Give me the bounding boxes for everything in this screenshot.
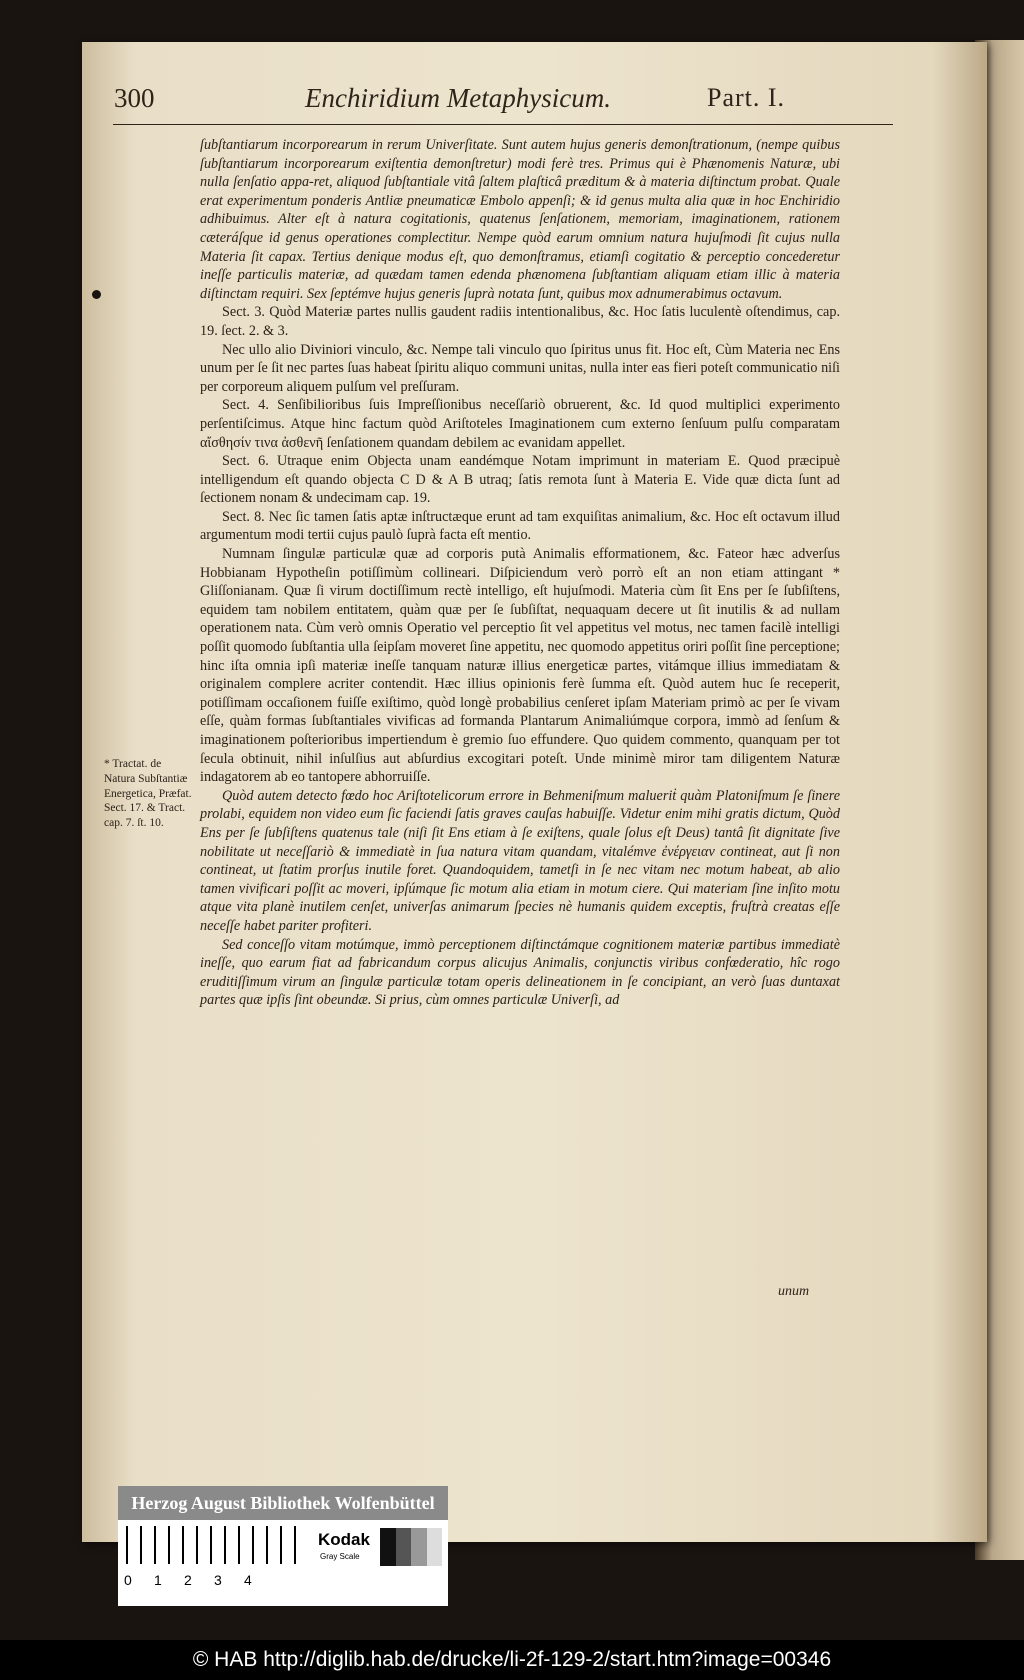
scale-mark: 1: [154, 1572, 162, 1588]
kodak-subtitle: Gray Scale: [320, 1552, 360, 1561]
paragraph: Nec ullo alio Diviniori vinculo, &c. Nempe tali vinculo quo ſpiritus unus fit. Hoc eſt, Cùm Materia nec Ens unum per ſe ſit nec partes ſuas habeat ſpiritu aliquo communi unitas, nulla inter eas fieri poteſt communicatio niſi per corporeum aliquem pulſum vel preſſuram.: [200, 341, 840, 395]
margin-note: * Tractat. de Natura Subſtantiæ Energetica, Præfat. Sect. 17. & Tract. cap. 7. ſt. 10.: [104, 758, 192, 830]
paragraph: Sect. 4. Senſibilioribus ſuis Impreſſionibus neceſſariò obruerent, &c. Id quod multiplici experimento perſentiſcimus. Atque hinc factum quòd Ariſtoteles Imaginationem cum externo ſenſuum pulſu comparatam αἴσθησίν τινα ἀσθενῆ ſenſationem quandam debilem ac evanidam appellet.: [200, 397, 840, 451]
catchword: unum: [778, 1284, 810, 1299]
page-number: 300: [114, 83, 155, 113]
scale-mark: 2: [184, 1572, 192, 1588]
body-text: [200, 136, 840, 1010]
paragraph: Sect. 3. Quòd Materiæ partes nullis gaudent radiis intentionalibus, &c. Hoc ſatis luculentè oſtendimus, cap. 19. ſect. 2. & 3.: [200, 304, 840, 339]
kodak-logo: Kodak: [318, 1530, 370, 1549]
scale-mark: 4: [244, 1572, 252, 1588]
scale-mark: 3: [214, 1572, 222, 1588]
scale-ruler: [124, 1572, 274, 1588]
ink-spot: [92, 290, 101, 299]
paragraph: Numnam ſingulæ particulæ quæ ad corporis putà Animalis efformationem, &c. Fateor hæc adverſus Hobbianam Hypotheſin potiſſimùm collineari. Diſpiciendum verò porrò eſt an non etiam attingant * Gliſſonianam. Quæ ſi virum doctiſſimum rectè intelligo, eſt hujuſmodi. Materia cùm ſit Ens per ſe ſubſiſtens, equidem tam nobilem entitatem, quàm quæ per ſe ſubſiſtat, nequaquam decere ut ſit inutilis & ad nullam operationem nata. Cùm verò omnis Operatio vel perceptio ſit vel appetitus vel motus, nec tamen facilè intelligi poſſit quomodo ſubſtantia ulla ſeipſam moveret ſine appetitu, nec quomodo appetitus oriri poſſit ſine perceptione; hinc iſta omnia ipſi materiæ ineſſe tanquam naturæ illius energeticæ partes, vitámque illius immediatam & originalem complere acriter contendit. Hæc illius opinionis ferè ſumma eſt. Quòd autem huc ſe receperit, potiſſimam occaſionem fuiſſe exiſtimo, quòd longè probabilius cenſeret ipſam Materiam primò ac per ſe vivam eſſe, quàm formas ſubſtantiales vivificas ad formanda Plantarum Animaliúmque corpora, immò ad ſenſum & imaginationem poſterioribus impertiendum è gremio ſuo effundere. Quo quidem commento, quanquam per tot ſecula obtinuit, nihil inſulſius aut abſurdius excogitari poteſt. Unde minimè miror tam diligentem Naturæ indagatorem ab eo tantopere abhorruiſſe.: [200, 546, 840, 786]
part-label: Part. I.: [707, 83, 786, 112]
paragraph: Quòd autem detecto fœdo hoc Ariſtotelicorum errore in Behmeniſmum malueriṫ quàm Platoniſmum ſe ſinere prolabi, equidem non video eum ſic faciendi ſatis graves cauſas habuiſſe. Videtur enim mihi gratis dictum, Quòd Ens per ſe ſubſiſtens quatenus tale (niſi ſit Ens etiam à ſe exiſtens, quale ſolus eſt Deus) tantâ ſit dignitate ſive nobilitate ut neceſſariò & immediatè in ſua natura vitam quandam, vitalémve ἐνέργειαν contineat, aut ſi non contineat, ut ſtatim prorſus inutile foret. Quandoquidem, tametſi in ſe nec vitam nec motum habeat, ab alio tamen vivificari poſſit ac moveri, ipſúmque ſic motum alia etiam in motum ciere. Qui materiam ſine inſito motu atque vita planè inutilem cenſet, univerſas animarum ſpecies nè humanis quidem exceptis, fruſtrà creatas eſſe neceſſe habet pariter profiteri.: [200, 787, 840, 934]
gray-scale-wedge: [126, 1526, 296, 1564]
library-color-card: [118, 1486, 448, 1606]
scale-mark: 0: [124, 1572, 132, 1588]
paragraph: ſubſtantiarum incorporearum in rerum Univerſitate. Sunt autem hujus generis demonſtrationum, (nempe quibus ſubſtantiarum incorporearum exiſtentia demonſtretur) modi ferè tres. Primus qui è Phænomenis Naturæ, ubi nulla ſenſatio appa-ret, aliquod ſubſtantiale vitâ ſaltem plaſticâ præditum & à materia diſtinctum probat. Quale erat experimentum ponderis Antliæ pneumaticæ Embolo appenſi; & id genus multa alia quæ in hoc Enchiridio adhibuimus. Alter eſt à natura cogitationis, quatenus ſenſationem, memoriam, imaginationem, rationem cæteráſque id genus operationes complectitur. Nempe quòd earum omnium natura hujuſmodi ſit cujus nulla Materia ſit capax. Tertius denique modus eſt, quo demonſtramus, etiamſi cogitatio & perceptio concederetur ineſſe particulis materiæ, ad quædam tamen edenda phænomena ſubſtantiam aliquam etiam illic à materia diſtinctam requiri. Sex ſeptémve hujus generis ſuprà notata ſunt, quibus mox adnumerabimus octavum.: [200, 137, 840, 302]
paragraph: Sect. 6. Utraque enim Objecta unam eandémque Notam imprimunt in materiam E. Quod præcipuè intelligendum eſt quando objecta C D & A B utraq; ſatis remota ſunt à Materia E. Vide quæ dicta ſunt ad ſectionem nonam & undecimam cap. 19.: [200, 453, 840, 507]
running-title: Enchiridium Metaphysicum.: [305, 83, 611, 113]
gray-patches: [380, 1528, 442, 1566]
copyright-footer: © HAB http://diglib.hab.de/drucke/li-2f-129-2/start.htm?image=00346: [0, 1640, 1024, 1680]
paragraph: Sed conceſſo vitam motúmque, immò perceptionem diſtinctámque cognitionem materiæ partibus immediatè ineſſe, quo earum fiat ad fabricandum corpus alicujus Animalis, conjunctis viribus confœderatio, hîc rogo eruditiſſimum virum an ſingulæ particulæ totam operis delineationem in ſe concipiant, an verò ſuas duntaxat partes quæ ipſis ſint obeundæ. Si prius, cùm omnes particulæ Univerſi, ad: [200, 936, 840, 1009]
library-name: Herzog August Bibliothek Wolfenbüttel: [118, 1486, 448, 1520]
paragraph: Sect. 8. Nec ſic tamen ſatis aptæ inſtructæque erunt ad tam exquiſitas animalium, &c. Hoc eſt octavum illud argumentum modi tertii cujus paulò ſuprà facta eſt mentio.: [200, 508, 840, 544]
